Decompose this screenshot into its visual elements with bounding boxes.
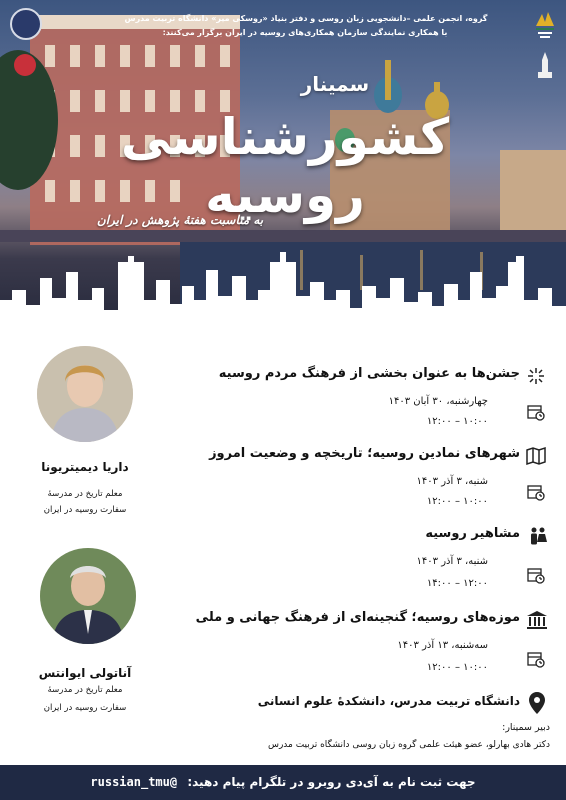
footer-text: جهت ثبت نام به آی‌دی روبرو در تلگرام پیام دهید: [187, 775, 476, 789]
topic-title-3: مشاهیر روسیه [425, 526, 520, 541]
page-title: کشورشناسی روسیه [120, 108, 450, 224]
topic-title-2: شهرهای نمادین روسیه؛ تاریخچه و وضعیت امروز [209, 446, 520, 461]
telegram-handle[interactable]: @russian_tmu [90, 775, 178, 789]
speaker-photo-1 [37, 346, 133, 442]
header-line-2: با همکاری نمایندگی سازمان همکاری‌های روسیه در ایران برگزار می‌کنند: [162, 28, 448, 37]
speaker-role-2-line2: سفارت روسیه در ایران [43, 703, 127, 713]
topic-time-3: ۱۲:۰۰ – ۱۴:۰۰ [426, 578, 488, 589]
hero-banner [0, 0, 566, 345]
registration-footer [0, 765, 566, 800]
speaker-role-2-line1: معلم تاریخ در مدرسهٔ [47, 685, 123, 695]
secretary-label: دبیر سمینار: [502, 722, 550, 733]
tmu-logo [534, 10, 556, 40]
topic-date-3: شنبه، ۳ آذر ۱۴۰۳ [416, 556, 488, 567]
location-text: دانشگاه تربیت مدرس، دانشکدهٔ علوم انسانی [257, 694, 520, 708]
fireworks-icon [526, 366, 546, 386]
faculty-emblem-logo [536, 52, 554, 80]
calendar-clock-icon [527, 650, 547, 670]
speaker-photo-2 [40, 548, 136, 644]
topic-title-1: جشن‌ها به عنوان بخشی از فرهنگ مردم روسیه [218, 366, 520, 381]
topic-time-1: ۱۰:۰۰ – ۱۲:۰۰ [426, 416, 488, 427]
speaker-role-1-line2: سفارت روسیه در ایران [43, 505, 127, 515]
topic-title-4: موزه‌های روسیه؛ گنجینه‌ای از فرهنگ جهانی و ملی [195, 610, 520, 625]
speaker-role-1-line1: معلم تاریخ در مدرسهٔ [47, 489, 123, 499]
topic-time-2: ۱۰:۰۰ – ۱۲:۰۰ [426, 496, 488, 507]
speaker-name-2: آناتولی ایوانتس [38, 666, 132, 680]
topic-date-4: سه‌شنبه، ۱۳ آذر ۱۴۰۳ [397, 640, 488, 651]
speaker-name-1: داریا دیمیتریونا [41, 460, 129, 474]
map-icon [526, 446, 546, 466]
russkiy-mir-logo [14, 54, 36, 76]
topic-date-1: چهارشنبه، ۳۰ آبان ۱۴۰۳ [388, 396, 488, 407]
people-icon [528, 526, 548, 546]
calendar-clock-icon [527, 566, 547, 586]
seminar-label: سمینار [300, 72, 370, 96]
page-subtitle: به مناسبت هفتهٔ پژوهش در ایران [96, 213, 264, 227]
calendar-clock-icon [527, 483, 547, 503]
topic-date-2: شنبه، ۳ آذر ۱۴۰۳ [416, 476, 488, 487]
location-pin-icon [528, 692, 548, 712]
calendar-clock-icon [527, 403, 547, 423]
topic-time-4: ۱۰:۰۰ – ۱۲:۰۰ [426, 662, 488, 673]
university-seal-logo [10, 8, 42, 40]
secretary-text: دکتر هادی بهارلو، عضو هیئت علمی گروه زبان روسی دانشگاه تربیت مدرس [267, 740, 550, 750]
museum-icon [526, 610, 546, 630]
header-line-1: گروه، انجمن علمی –دانشجویی زبان روسی و دفتر بنیاد «روسکی میر» دانشگاه تربیت مدرس [124, 14, 488, 23]
